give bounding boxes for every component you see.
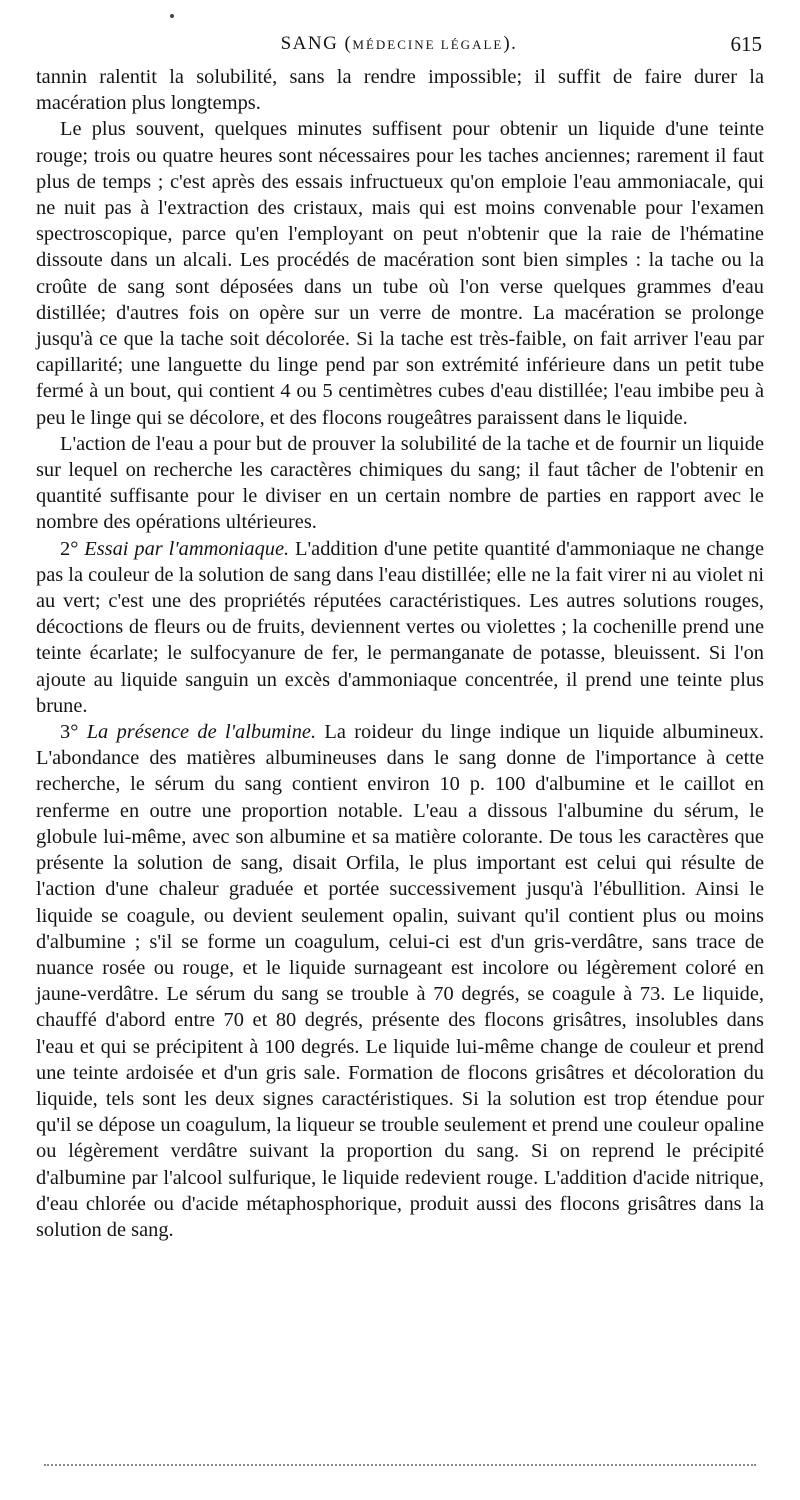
paragraph-maceration: Le plus souvent, quelques minutes suffisent pour obtenir un liquide d'une teinte rouge; trois ou quatre heures sont nécessaires pour les taches anciennes; rarement il faut plus de temps ; c'est après des essais infructueux qu'on emploie l'eau ammoniacale, qui ne nuit pas à l'extraction des cristaux, mais qui est moins convenable pour l'examen spectroscopique, parce qu'en l'employant on peut n'obtenir que la raie de l'hématine dissoute dans un alcali. Les procédés de macération sont bien simples : la tache ou la croûte de sang sont déposées dans un tube où l'on verse quelques grammes d'eau distillée; d'autres fois on opère sur un verre de montre. La macération se prolonge jusqu'à ce que la tache soit décolorée. Si la tache est très-faible, on fait arriver l'eau par capillarité; une languette du linge pend par son extrémité inférieure dans un petit tube fermé à un bout, qui contient 4 ou 5 centimètres cubes d'eau distillée; l'eau imbibe peu à peu le linge qui se décolore, et des flocons rougeâtres paraissent dans le liquide. (36, 118, 764, 429)
paragraph-action-de-l-eau: L'action de l'eau a pour but de prouver la solubilité de la tache et de fournir un liquide sur lequel on recherche les caractères chimiques du sang; il faut tâcher de l'obtenir en quantité suffisante pour le diviser en un certain nombre de parties en rapport avec le nombre des opérations ultérieures. (36, 432, 764, 534)
body-text (36, 64, 764, 1243)
bleed-through-line (44, 1464, 756, 1466)
running-title (36, 30, 762, 59)
running-header (36, 30, 762, 58)
section-number: 3° (60, 721, 87, 744)
section-number: 2° (60, 537, 85, 560)
paragraph-essai-ammoniaque (36, 536, 764, 719)
section-heading: Essai par l'ammoniaque. (84, 537, 290, 560)
section-heading: La présence de l'albumine. (86, 721, 317, 744)
running-title-main: SANG ( (280, 33, 353, 54)
running-title-subject: MÉDECINE LÉGALE (352, 37, 504, 52)
paragraph-presence-albumine (36, 719, 764, 1243)
paragraph-continuation: tannin ralentit la solubilité, sans la rendre impossible; il suffit de faire durer la macération plus longtemps. (36, 66, 764, 115)
running-title-end: ). (503, 33, 518, 54)
ink-speck (170, 14, 174, 18)
section-body: L'addition d'une petite quantité d'ammoniaque ne change pas la couleur de la solution de sang dans l'eau distillée; elle ne la fait virer ni au violet ni au vert; c'est une des propriétés réputées caractéristiques. Les autres solutions rouges, décoctions de fleurs ou de fruits, deviennent vertes ou violettes ; la cochenille prend une teinte écarlate; le sulfocyanure de fer, le permanganate de potasse, bleuissent. Si l'on ajoute au liquide sanguin un excès d'ammoniaque concentrée, il prend une teinte plus brune. (36, 537, 764, 717)
page-number: 615 (730, 32, 762, 56)
section-body: La roideur du linge indique un liquide albumineux. L'abondance des matières albumineuses dans le sang donne de l'importance à cette recherche, le sérum du sang contient environ 10 p. 100 d'albumine et le caillot en renferme en outre une proportion notable. L'eau a dissous l'albumine du sérum, le globule lui-même, avec son albumine et sa matière colorante. De tous les caractères que présente la solution de sang, disait Orfila, le plus important est celui qui résulte de l'action d'une chaleur graduée et portée successivement jusqu'à l'ébullition. Ainsi le liquide se coagule, ou devient seulement opalin, suivant qu'il contient plus ou moins d'albumine ; s'il se forme un coagulum, celui-ci est d'un gris-verdâtre, sans trace de nuance rosée ou rouge, et le liquide surnageant est incolore ou légèrement coloré en jaune-verdâtre. Le sérum du sang se trouble à 70 degrés, se coagule à 73. Le liquide, chauffé d'abord entre 70 et 80 degrés, présente des flocons grisâtres, insolubles dans l'eau et qui se précipitent à 100 degrés. Le liquide lui-même change de couleur et prend une teinte ardoisée et d'un gris sale. Formation de flocons grisâtres et décoloration du liquide, tels sont les deux signes caractéristiques. Si la solution est trop étendue pour qu'il se dépose un coagulum, la liqueur se trouble seulement et prend une couleur opaline ou légèrement verdâtre suivant la proportion du sang. Si on reprend le précipité d'albumine par l'alcool sulfurique, le liquide redevient rouge. L'addition d'acide nitrique, d'eau chlorée ou d'acide métaphosphorique, produit aussi des flocons grisâtres dans la solution de sang. (36, 721, 764, 1241)
